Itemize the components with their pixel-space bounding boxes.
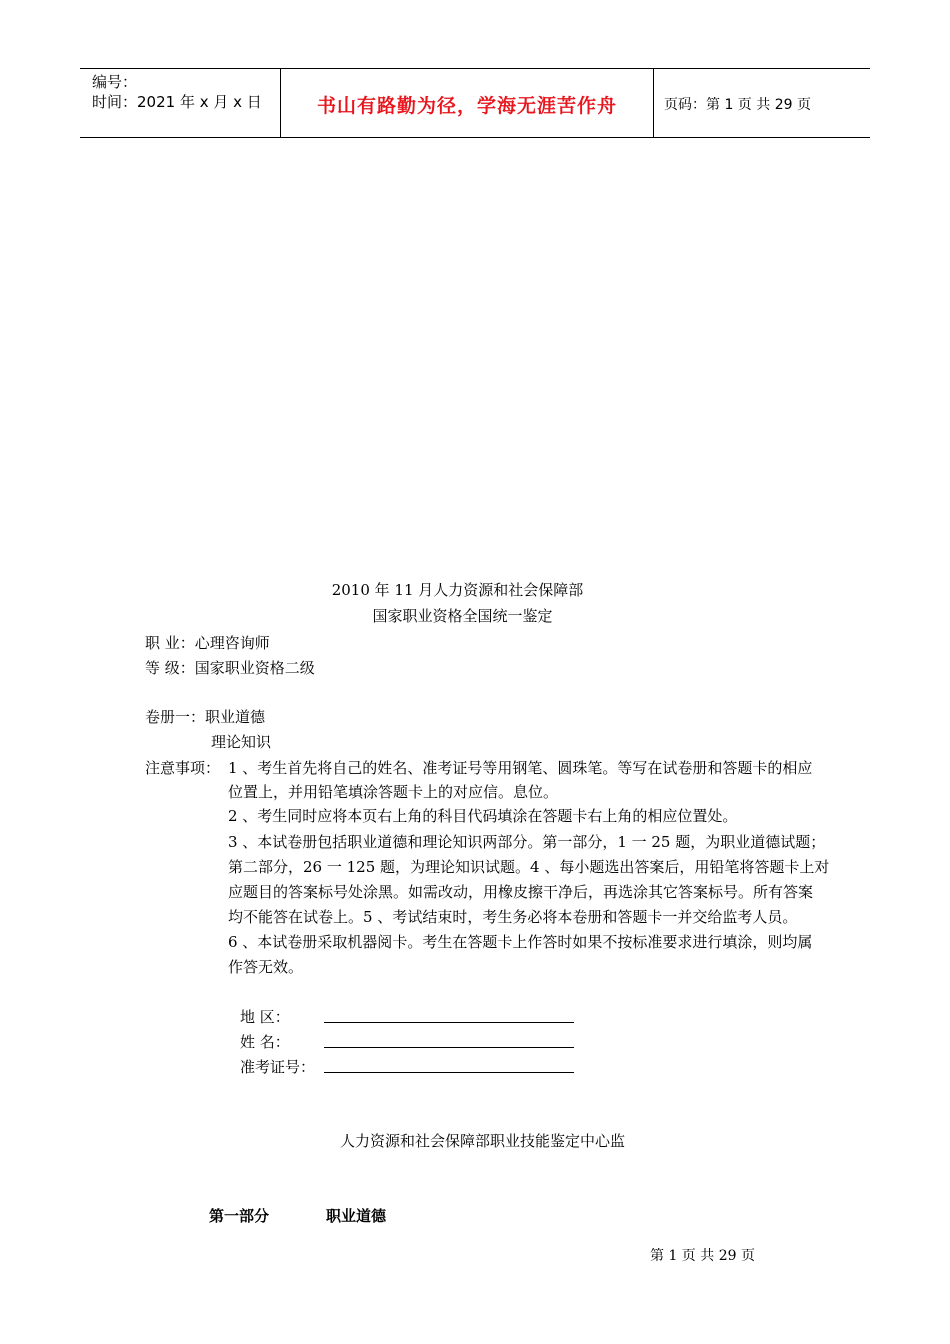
notes-line: 均不能答在试卷上。5 、考试结束时，考生务必将本卷册和答题卡一并交给监考人员。 [228,908,798,926]
name-label: 姓 名： [240,1033,290,1051]
notes-line: 作答无效。 [228,958,304,976]
number-label: 编号： [92,73,138,91]
page-label: 页码：第 1 页 共 29 页 [664,97,811,113]
volume-label: 卷册一：职业道德 [145,708,266,726]
volume-line-2: 理论知识 [211,733,272,751]
notes-line: 1 、考生首先将自己的姓名、准考证号等用钢笔、圆珠笔。等写在试卷册和答题卡的相应 [228,759,813,777]
section-part: 第一部分 [209,1207,270,1225]
document-header [80,68,870,138]
time-label: 时间：2021 年 x 月 x 日 [92,93,262,111]
page-footer: 第 1 页 共 29 页 [650,1248,755,1264]
notes-line: 应题目的答案标号处涂黑。如需改动，用橡皮擦干净后，再选涂其它答案标号。所有答案 [228,883,814,901]
profession-row [145,633,270,653]
notes-line: 位置上，并用铅笔填涂答题卡上的对应信。息位。 [228,783,559,801]
section-name: 职业道德 [326,1207,387,1225]
level-label: 等 级： [145,659,195,677]
name-blank[interactable] [324,1047,574,1048]
notes-line: 3 、本试卷册包括职业道德和理论知识两部分。第一部分，1 一 25 题，为职业道德试题； [228,833,826,851]
motto: 书山有路勤为径，学海无涯苦作舟 [316,95,617,117]
admission-number-blank[interactable] [324,1072,574,1073]
region-blank[interactable] [324,1022,574,1023]
notes-line: 第二部分，26 一 125 题，为理论知识试题。4 、每小题选出答案后，用铅笔将答题卡上对 [228,858,830,876]
admission-number-label: 准考证号： [240,1058,316,1076]
title-line-1: 2010 年 11 月人力资源和社会保障部 [331,581,584,599]
level-row [145,658,315,678]
notes-line: 2 、考生同时应将本页右上角的科目代码填涂在答题卡右上角的相应位置处。 [228,807,738,825]
header-motto-cell [281,69,654,137]
region-label: 地 区： [240,1008,290,1026]
title-line-2: 国家职业资格全国统一鉴定 [372,607,553,625]
header-meta-cell [80,69,281,137]
notes-label: 注意事项： [145,759,221,777]
profession-label: 职 业： [145,634,195,652]
notes-line: 6 、本试卷册采取机器阅卡。考生在答题卡上作答时如果不按标准要求进行填涂，则均属 [228,933,813,951]
header-page-cell [654,69,870,137]
profession-value: 心理咨询师 [194,634,270,652]
issuer: 人力资源和社会保障部职业技能鉴定中心监 [339,1132,625,1150]
level-value: 国家职业资格二级 [194,659,315,677]
